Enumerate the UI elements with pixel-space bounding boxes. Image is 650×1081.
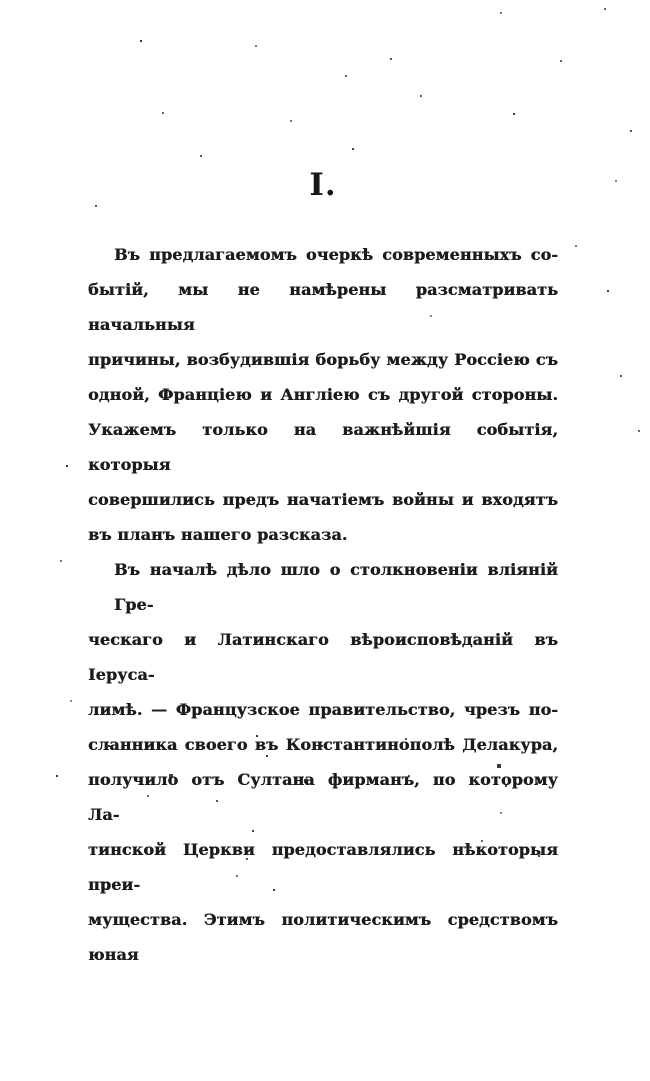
text-line: Въ предлагаемомъ очеркѣ современныхъ со- [114, 245, 558, 264]
paragraph-2 [88, 552, 558, 972]
text-line: ческаго и Латинскаго вѣроисповѣданій въ Іеруса- [88, 630, 558, 684]
text-line: Въ началѣ дѣло шло о столкновеніи вліяній Гре- [114, 560, 558, 614]
text-line: одной, Франціею и Англіею съ другой стороны. [88, 385, 558, 404]
text-line: въ планъ нашего разсказа. [88, 525, 348, 544]
scan-noise-specks [0, 0, 2, 2]
text-line: бытій, мы не намѣрены разсматривать начальныя [88, 280, 558, 334]
text-line: лимѣ. — Французское правительство, чрезъ по- [88, 700, 558, 719]
text-line: Укажемъ только на важнѣйшія событія, которыя [88, 420, 558, 474]
text-block [88, 237, 558, 972]
text-line: причины, возбудившія борьбу между Россіею съ [88, 350, 558, 369]
text-line: совершились предъ начатіемъ войны и входятъ [88, 490, 558, 509]
text-line: тинской Церкви предоставлялись нѣкоторыя преи- [88, 840, 558, 894]
paragraph-1 [88, 237, 558, 552]
text-line: получило отъ Султана фирманъ, по которому Ла- [88, 770, 558, 824]
text-line: сланника своего въ Константинополѣ Делакура, [88, 735, 558, 754]
chapter-heading-numeral: I. [309, 167, 337, 203]
text-line: мущества. Этимъ политическимъ средствомъ юная [88, 910, 558, 964]
